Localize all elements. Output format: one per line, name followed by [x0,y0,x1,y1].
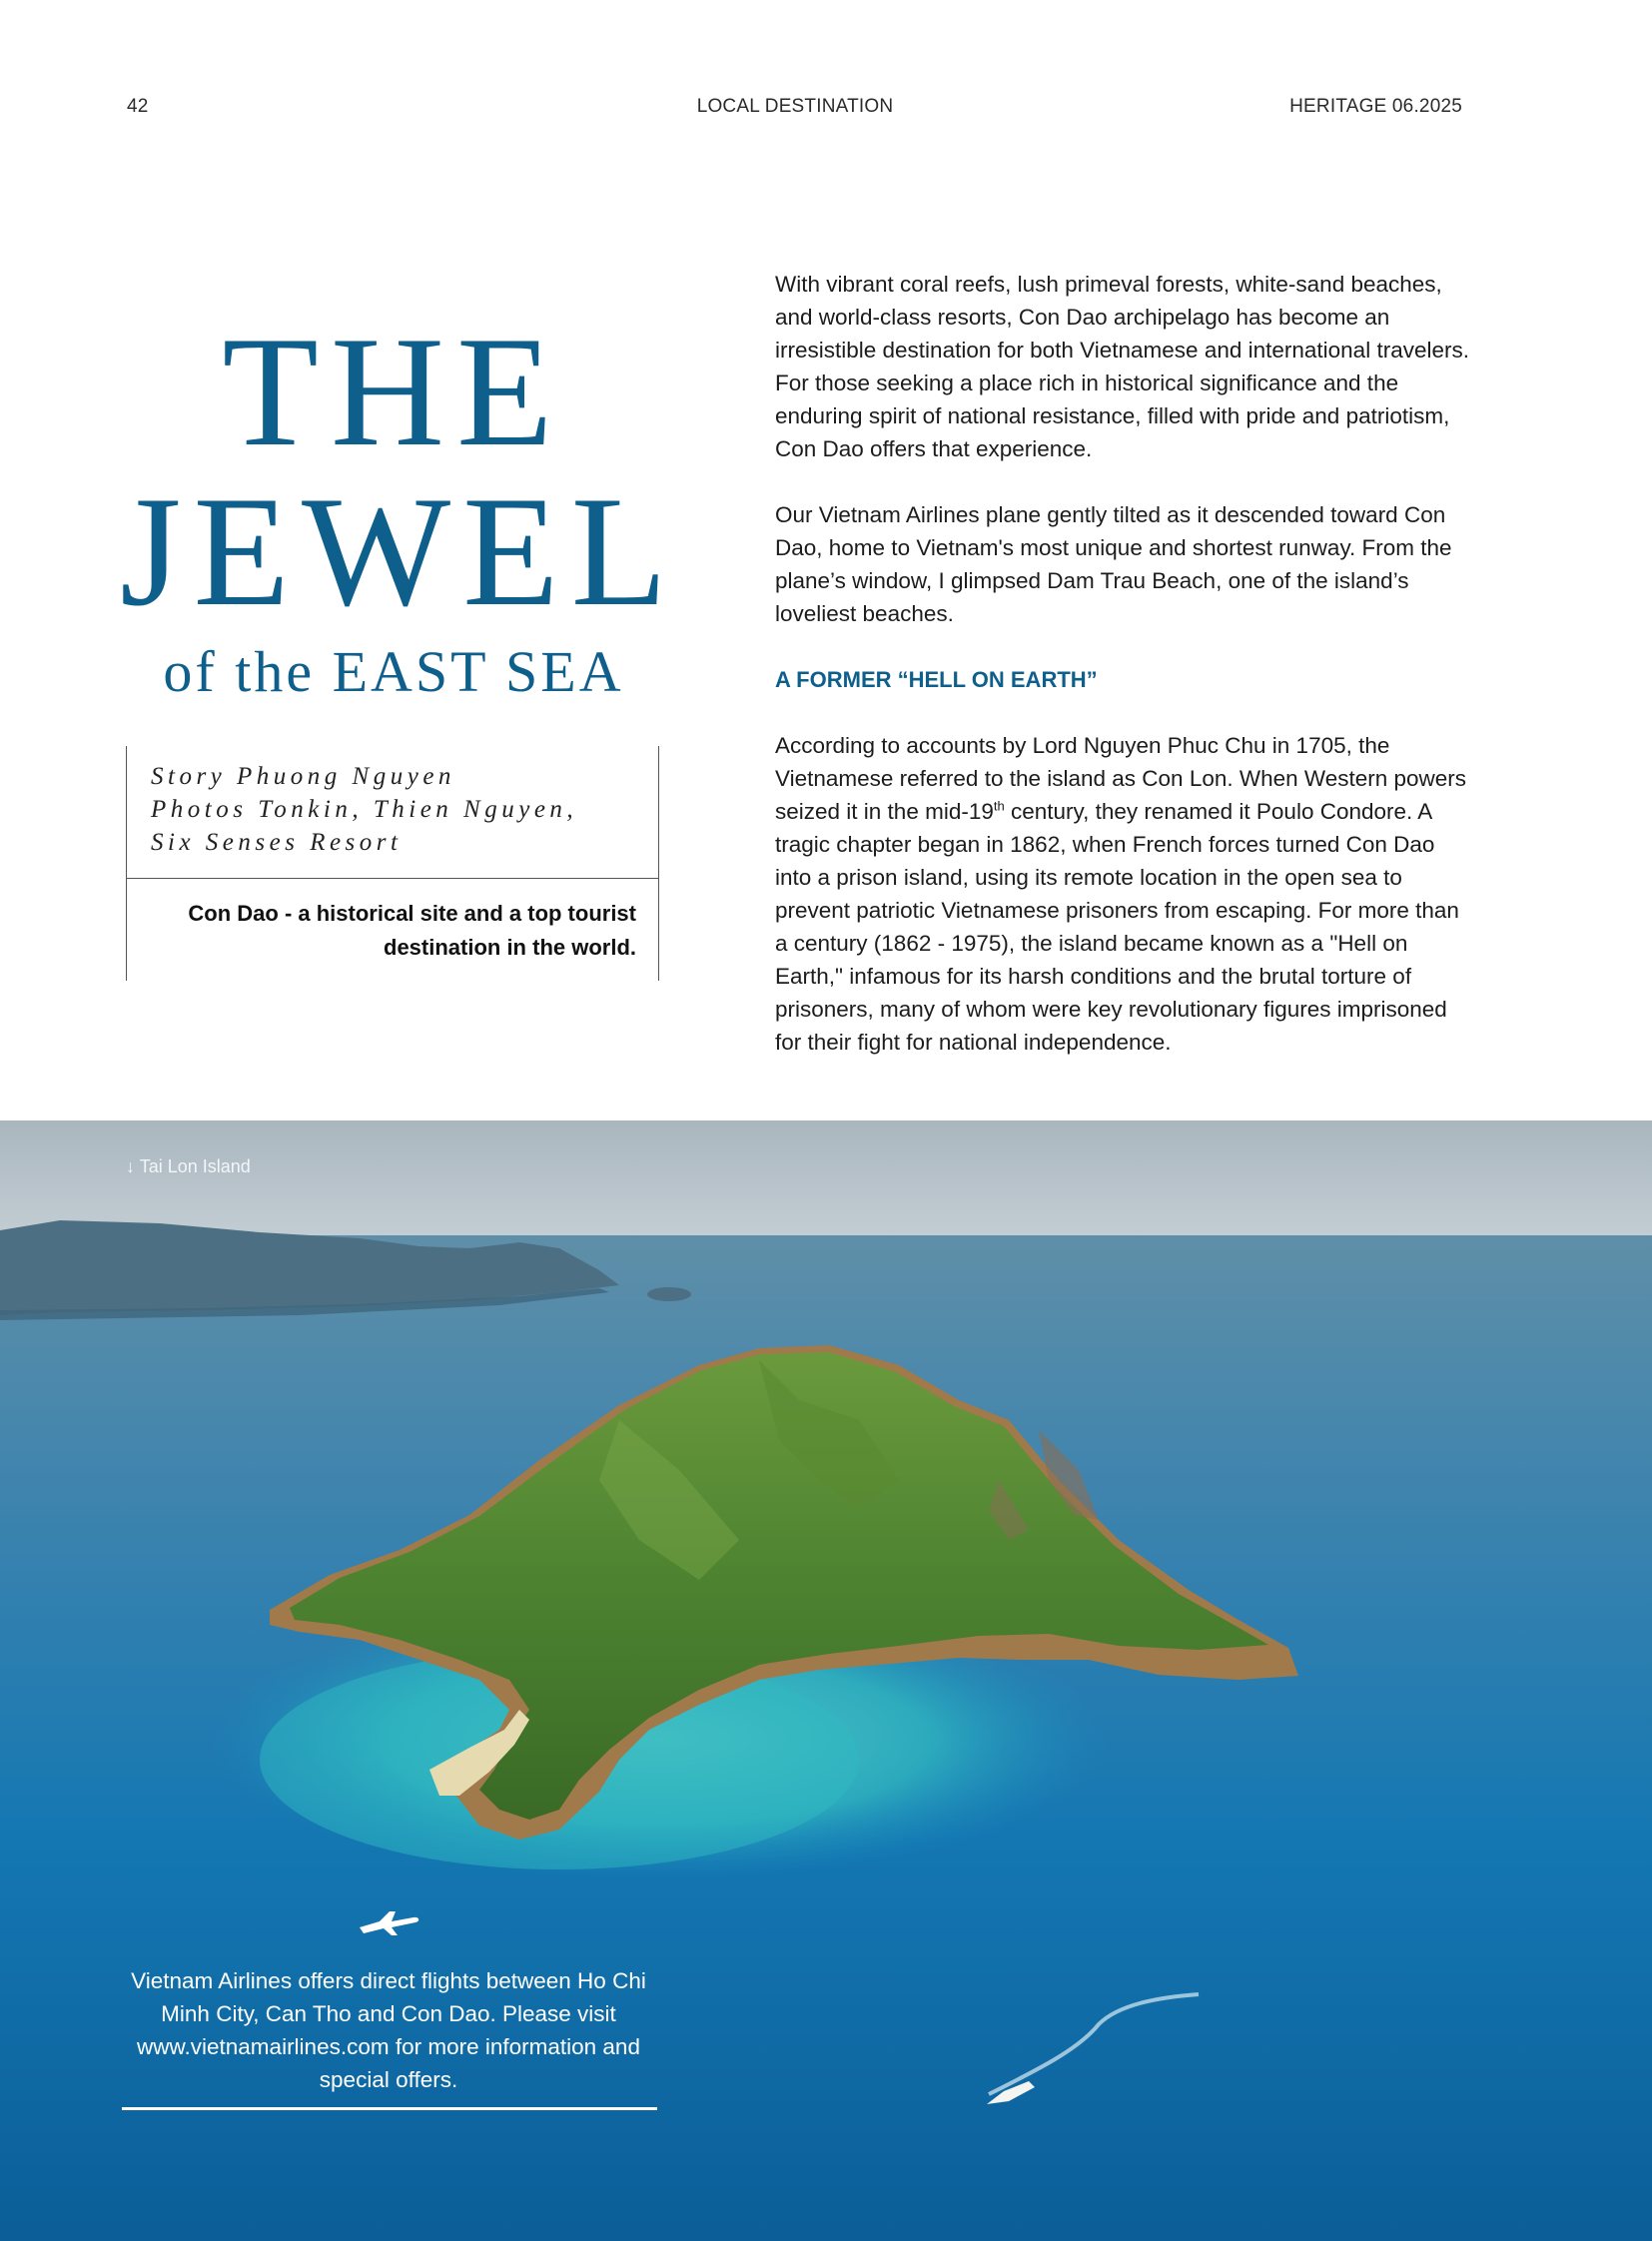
title-line-1: THE [222,305,565,479]
paragraph-2: Our Vietnam Airlines plane gently tilted as it descended toward Con Dao, home to Vietnam's most unique and shortest runway. From the plane’s window, I glimpsed Dam Trau Beach, one of the island’s loveliest beaches. [775,502,1452,626]
intro-paragraph: With vibrant coral reefs, lush primeval forests, white-sand beaches, and world-class resorts, Con Dao archipelago has become an irresistible destination for both Vietnamese and international travelers. For those seeking a place rich in historical significance and the enduring spirit of national resistance, filled with pride and patriotism, Con Dao offers that experience. [775,272,1469,461]
photo-credit-line-1: Photos Tonkin, Thien Nguyen, [151,796,578,823]
article-body [775,268,1474,1059]
section-label: LOCAL DESTINATION [696,96,894,117]
section-subhead: A FORMER “HELL ON EARTH” [775,667,1098,692]
paragraph-3-part-b: century, they renamed it Poulo Condore. A tragic chapter began in 1862, when French forces turned Con Dao into a prison island, using its remote location in the open sea to prevent patriotic Vietnamese prisoners from escaping. For more than a century (1862 - 1975), the island became known as a "Hell on Earth," infamous for its harsh conditions and the brutal torture of prisoners, many of whom were key revolutionary figures imprisoned for their fight for national independence. [775,799,1459,1055]
credits-box [126,746,659,879]
deck-box [126,879,659,981]
ordinal-suffix: th [993,798,1005,814]
title-line-3: of the EAST SEA [163,639,624,704]
issue-label: HERITAGE 06.2025 [1289,96,1462,117]
promo-divider [122,2107,657,2110]
airplane-icon [358,1907,421,1939]
down-arrow-icon: ↓ [126,1156,135,1176]
paragraph-3-part-a: According to accounts by Lord Nguyen Phuc Chu in 1705, the Vietnamese referred to the island as Con Lon. When Western powers seized it in the mid-19 [775,733,1467,824]
article-deck: Con Dao - a historical site and a top tourist destination in the world. [188,901,636,960]
title-line-2: JEWEL [120,464,680,639]
flight-promo-text: Vietnam Airlines offers direct flights between Ho Chi Minh City, Can Tho and Con Dao. Please visit www.vietnamairlines.com for more information and special offers. [131,1968,646,2092]
paragraph-3 [775,729,1474,1059]
page-number: 42 [127,96,149,117]
photo-caption-text: Tai Lon Island [139,1156,251,1176]
photo-credit-line-2: Six Senses Resort [151,829,403,856]
photo-caption [126,1156,251,1177]
story-credit: Story Phuong Nguyen [151,763,455,790]
